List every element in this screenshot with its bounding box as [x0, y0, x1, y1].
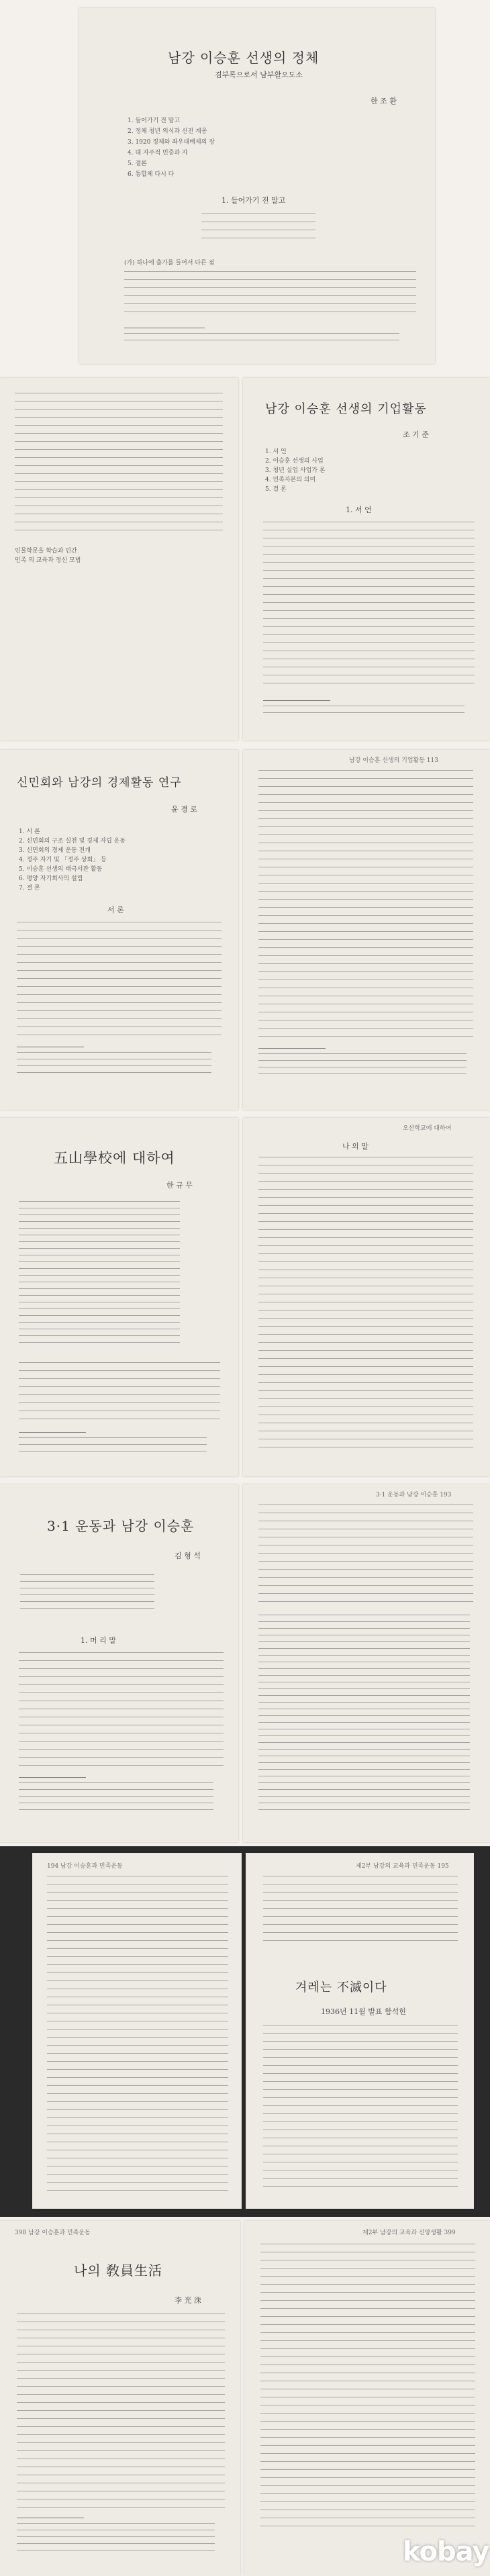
toc-item: 4. 정주 자기 및 「정주 상회」 등 — [19, 857, 107, 863]
section-heading: 나 의 말 — [342, 1142, 369, 1151]
table-of-contents — [19, 1201, 180, 1349]
article-subtitle: 겸부록으로서 남부활오도소 — [215, 70, 303, 79]
section-heading: 1. 서 언 — [346, 506, 372, 514]
article-byline: 1936년 11월 발표 함석헌 — [321, 2007, 406, 2016]
section-heading: 1. 들어가기 전 말고 — [222, 196, 286, 205]
page-strip-6 — [0, 1846, 490, 2217]
article-title: 겨레는 不滅이다 — [295, 1981, 387, 1995]
article-title: 남강 이승훈 선생의 정체 — [168, 50, 320, 66]
footnote-text — [124, 333, 399, 346]
toc-item: 4. 대 자주적 민중과 자 — [128, 150, 188, 156]
article-author: 김 형 석 — [175, 1552, 201, 1560]
toc-item: 2. 이승훈 선생의 사업 — [265, 458, 324, 465]
body-text-block — [47, 1876, 228, 2191]
article-author: 조 기 준 — [403, 430, 429, 439]
footnote-text — [17, 2523, 215, 2557]
body-text-block — [260, 2244, 475, 2532]
body-text-block — [17, 922, 222, 1036]
body-text-block — [19, 1652, 224, 1766]
page-header: 194 남강 이승훈과 민족운동 — [47, 1863, 123, 1870]
toc-item: 5. 결론 — [128, 160, 147, 167]
subsection-heading: (가) 하나에 출가를 들어서 다른 점 — [124, 260, 215, 267]
left-note: 인물학문을 학습과 인간 — [15, 548, 77, 555]
body-text-block — [258, 1505, 473, 1605]
body-text-block — [258, 770, 473, 1039]
footnote-text — [17, 1052, 211, 1079]
toc-item: 5. 이승훈 선생의 태극서관 활동 — [19, 866, 103, 873]
page-header: 제2부 남강의 교육과 신앙생활 399 — [362, 2230, 456, 2236]
left-note: 민족 의 교육과 정신 모범 — [15, 557, 81, 564]
toc-item: 3. 신민회의 경제 운동 전개 — [19, 847, 91, 854]
article-title: 3·1 운동과 남강 이승훈 — [47, 1518, 195, 1534]
page-strip-4 — [0, 1114, 490, 1480]
section-heading: 서 론 — [107, 906, 124, 914]
toc-item: 1. 서 언 — [265, 448, 287, 455]
toc-item: 1. 서 론 — [19, 828, 40, 835]
toc-item: 7. 결 론 — [19, 885, 40, 892]
footnote-text — [19, 1437, 207, 1458]
section-heading: 1. 머 리 말 — [81, 1636, 116, 1645]
body-text-block — [263, 2025, 458, 2193]
footnote-text — [258, 1615, 470, 1816]
kobay-watermark-logo: kobay — [403, 2536, 489, 2567]
article-title: 남강 이승훈 선생의 기업활동 — [265, 402, 427, 416]
page-strip-1 — [0, 0, 490, 373]
article-author: 李 光 洙 — [175, 2296, 201, 2305]
article-author: 윤 경 로 — [171, 805, 197, 814]
page-strip-2 — [0, 373, 490, 746]
footnote-rule — [263, 700, 330, 701]
toc-item: 6. 통합체 다시 다 — [128, 171, 175, 178]
article-author: 한 규 무 — [166, 1181, 193, 1190]
toc-item: 2. 정체 청년 의식과 신진 계몽 — [128, 128, 207, 135]
page-header: 398 남강 이승훈과 민족운동 — [15, 2230, 91, 2236]
footnote-rule — [19, 1777, 86, 1778]
toc-item: 4. 민족자본의 의미 — [265, 477, 316, 483]
footnote-rule — [19, 1432, 86, 1433]
page-strip-3 — [0, 746, 490, 1114]
page-header: 오산학교에 대하여 — [403, 1125, 452, 1132]
page-header: 제2부 남강의 교육과 민족운동 195 — [356, 1863, 449, 1870]
body-text-block — [19, 1362, 220, 1423]
toc-item: 3. 청년 실업 사업가 론 — [265, 467, 326, 474]
footnote-text — [19, 1782, 213, 1816]
body-text-block — [15, 393, 223, 534]
body-text-block — [124, 271, 416, 320]
table-of-contents — [20, 1574, 154, 1615]
body-text-block — [258, 1157, 473, 1452]
article-title: 신민회와 남강의 경제활동 연구 — [17, 776, 182, 790]
body-text-block — [17, 2313, 225, 2508]
footnote-text — [258, 1053, 467, 1080]
page-strip-5 — [0, 1480, 490, 1846]
body-text-block — [263, 522, 475, 689]
body-text-block — [201, 213, 315, 246]
toc-item: 5. 결 론 — [265, 486, 287, 493]
article-title: 五山學校에 대하여 — [54, 1150, 175, 1166]
footnote-text — [263, 706, 464, 719]
toc-item: 3. 1920 정체와 좌우대배제의 장 — [128, 139, 215, 146]
body-text-block — [263, 1876, 458, 1943]
footnote-rule — [258, 1048, 326, 1049]
page-header: 3·1 운동과 남강 이승훈 193 — [376, 1492, 452, 1498]
article-title: 나의 敎員生活 — [74, 2262, 162, 2279]
toc-item: 6. 평양 자기회사의 설립 — [19, 875, 83, 882]
toc-item: 1. 들어가기 전 말고 — [128, 117, 181, 124]
page-header: 남강 이승훈 선생의 기업활동 113 — [349, 757, 438, 764]
toc-item: 2. 신민회의 구조 실천 및 경제 자립 운동 — [19, 838, 126, 845]
page-strip-7 — [0, 2217, 490, 2576]
article-author: 한 조 환 — [371, 97, 397, 105]
